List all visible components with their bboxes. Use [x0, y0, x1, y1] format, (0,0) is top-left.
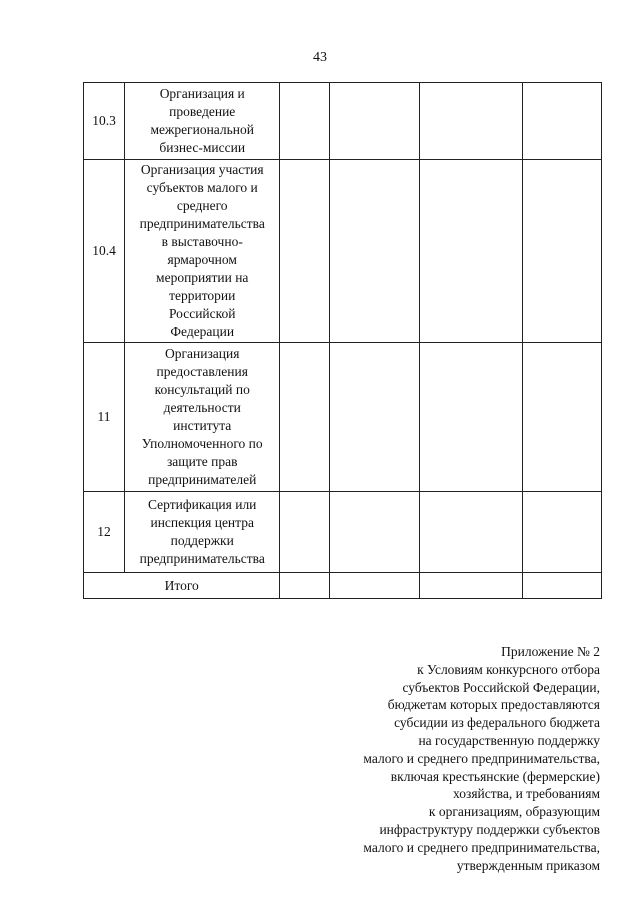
row-name-line: проведение	[169, 104, 236, 119]
empty-cell	[522, 573, 601, 599]
row-name-line: Уполномоченного по	[141, 436, 263, 451]
table-row	[84, 160, 602, 343]
table-row	[84, 83, 602, 160]
empty-cell	[419, 343, 522, 492]
appendix-line: субсидии из федерального бюджета	[394, 715, 600, 731]
appendix-line: включая крестьянские (фермерские)	[390, 768, 600, 784]
appendix-line: на государственную поддержку	[418, 732, 600, 748]
row-name-line: межрегиональной	[150, 122, 254, 137]
row-name-line: консультаций по	[154, 382, 250, 397]
empty-cell	[330, 160, 419, 343]
row-name-line: Организация участия	[140, 162, 264, 177]
row-name	[125, 492, 280, 573]
row-name-line: Организация	[164, 346, 240, 361]
row-name-line: мероприятии на	[156, 270, 249, 285]
row-name-line: поддержки	[170, 533, 234, 548]
empty-cell	[419, 573, 522, 599]
row-name-line: инспекция центра	[150, 515, 254, 530]
row-number: 12	[84, 492, 125, 573]
row-name-line: предпринимательства	[139, 216, 265, 231]
row-name-line: в выставочно-	[161, 234, 243, 249]
row-name-line: защите прав	[166, 454, 238, 469]
row-name-line: среднего	[176, 198, 228, 213]
appendix-line: инфраструктуру поддержки субъектов	[379, 821, 600, 837]
row-number: 10.4	[84, 160, 125, 343]
empty-cell	[280, 343, 330, 492]
row-name-line: бизнес-миссии	[159, 140, 246, 155]
row-name-line: Федерации	[170, 324, 235, 339]
empty-cell	[280, 160, 330, 343]
row-number: 10.3	[84, 83, 125, 160]
row-name-line: территории	[169, 288, 236, 303]
empty-cell	[522, 83, 601, 160]
row-name-line: предоставления	[156, 364, 248, 379]
empty-cell	[280, 573, 330, 599]
row-name	[125, 83, 280, 160]
appendix-line: Приложение № 2	[501, 644, 600, 659]
subsidy-table	[83, 82, 602, 599]
appendix-line: утвержденным приказом	[456, 857, 600, 873]
row-name-line: Российской	[168, 306, 236, 321]
appendix-line: субъектов Российской Федерации,	[402, 679, 600, 695]
appendix-line: малого и среднего предпринимательства,	[363, 839, 600, 855]
row-name-line: ярмарочном	[167, 252, 237, 267]
appendix-line: хозяйства, и требованиям	[453, 786, 600, 802]
row-name-line: деятельности	[163, 400, 241, 415]
empty-cell	[522, 343, 601, 492]
row-name-line: субъектов малого и	[146, 180, 258, 195]
table-row	[84, 492, 602, 573]
appendix-line: к организациям, образующим	[428, 804, 600, 820]
empty-cell	[419, 83, 522, 160]
empty-cell	[419, 492, 522, 573]
empty-cell	[330, 343, 419, 492]
total-row	[84, 573, 602, 599]
row-name-line: Организация и	[159, 86, 245, 101]
row-name	[125, 343, 280, 492]
row-name-line: предпринимательства	[139, 551, 265, 566]
page-number: 43	[313, 50, 327, 65]
table-row	[84, 343, 602, 492]
appendix-note	[300, 643, 600, 874]
empty-cell	[280, 492, 330, 573]
appendix-line: малого и среднего предпринимательства,	[363, 750, 600, 766]
empty-cell	[280, 83, 330, 160]
empty-cell	[330, 573, 419, 599]
empty-cell	[522, 492, 601, 573]
empty-cell	[330, 492, 419, 573]
appendix-line: бюджетам которых предоставляются	[387, 697, 600, 713]
empty-cell	[419, 160, 522, 343]
appendix-line: к Условиям конкурсного отбора	[417, 661, 600, 677]
empty-cell	[330, 83, 419, 160]
row-number: 11	[84, 343, 125, 492]
row-name-line: института	[173, 418, 232, 433]
row-name-line: Сертификация или	[148, 497, 257, 512]
row-name-line: предпринимателей	[148, 472, 257, 487]
row-name	[125, 160, 280, 343]
total-label: Итого	[84, 573, 280, 599]
empty-cell	[522, 160, 601, 343]
